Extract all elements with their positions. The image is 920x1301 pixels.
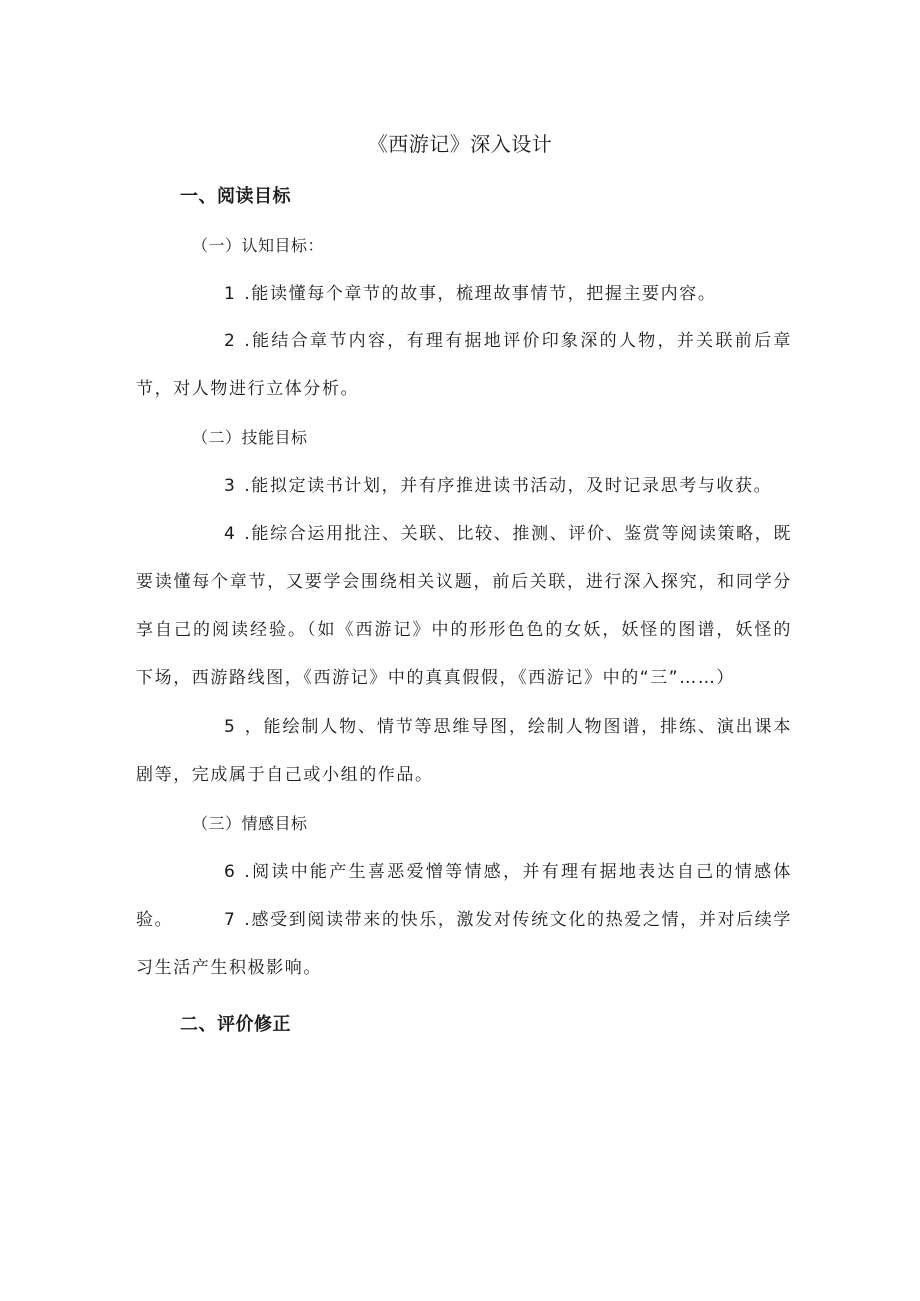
goal-item-text: ，能绘制人物、情节等思维导图，绘制人物图谱，排练、演出课本剧等，完成属于自己或小组的作品。 — [136, 717, 792, 785]
subheading-skill-goals: （二）技能目标 — [192, 428, 308, 447]
goal-item-text: .能综合运用批注、关联、比较、推测、评价、鉴赏等阅读策略，既要读懂每个章节，又要学会围绕相关议题，前后关联，进行深入探究，和同学分享自己的阅读经验。（如《西游记》中的形形色色的女妖，妖怪的图谱，妖怪的下场，西游路线图，《西游记》中的真真假假，《西游记》中的“三”……） — [136, 524, 792, 688]
goal-item-text: .能结合章节内容，有理有据地评价印象深的人物，并关联前后章节，对人物进行立体分析。 — [136, 331, 792, 399]
goal-item-number: 2 — [224, 331, 237, 351]
goal-item-3 — [136, 462, 792, 510]
goal-item-number: 5 — [224, 717, 237, 737]
goal-item-number: 7 — [224, 910, 237, 930]
goal-item-2 — [136, 317, 792, 413]
goal-item-text: .阅读中能产生喜恶爱憎等情感，并有理有据地表达自己的情感体验。 — [136, 862, 792, 930]
goal-item-7 — [136, 896, 792, 992]
goal-item-4 — [136, 510, 792, 702]
goal-item-1 — [136, 270, 792, 318]
section-heading-reading-goals: 一、阅读目标 — [180, 186, 291, 207]
goal-item-number: 6 — [224, 862, 237, 882]
goal-item-number: 4 — [224, 524, 237, 544]
document-title: 《西游记》深入设计 — [367, 132, 553, 156]
subheading-emotional-goals: （三）情感目标 — [192, 814, 308, 833]
goal-item-number: 3 — [224, 476, 237, 496]
goal-item-5 — [136, 703, 792, 799]
section-heading-evaluation: 二、评价修正 — [180, 1014, 291, 1035]
goal-item-text: .能拟定读书计划，并有序推进读书活动，及时记录思考与收获。 — [244, 476, 773, 496]
goal-item-text: .感受到阅读带来的快乐，激发对传统文化的热爱之情，并对后续学习生活产生积极影响。 — [136, 910, 792, 978]
goal-item-text: .能读懂每个章节的故事，梳理故事情节，把握主要内容。 — [244, 284, 717, 304]
subheading-cognitive-goals: （一）认知目标： — [192, 236, 325, 255]
goal-item-number: 1 — [224, 284, 237, 304]
